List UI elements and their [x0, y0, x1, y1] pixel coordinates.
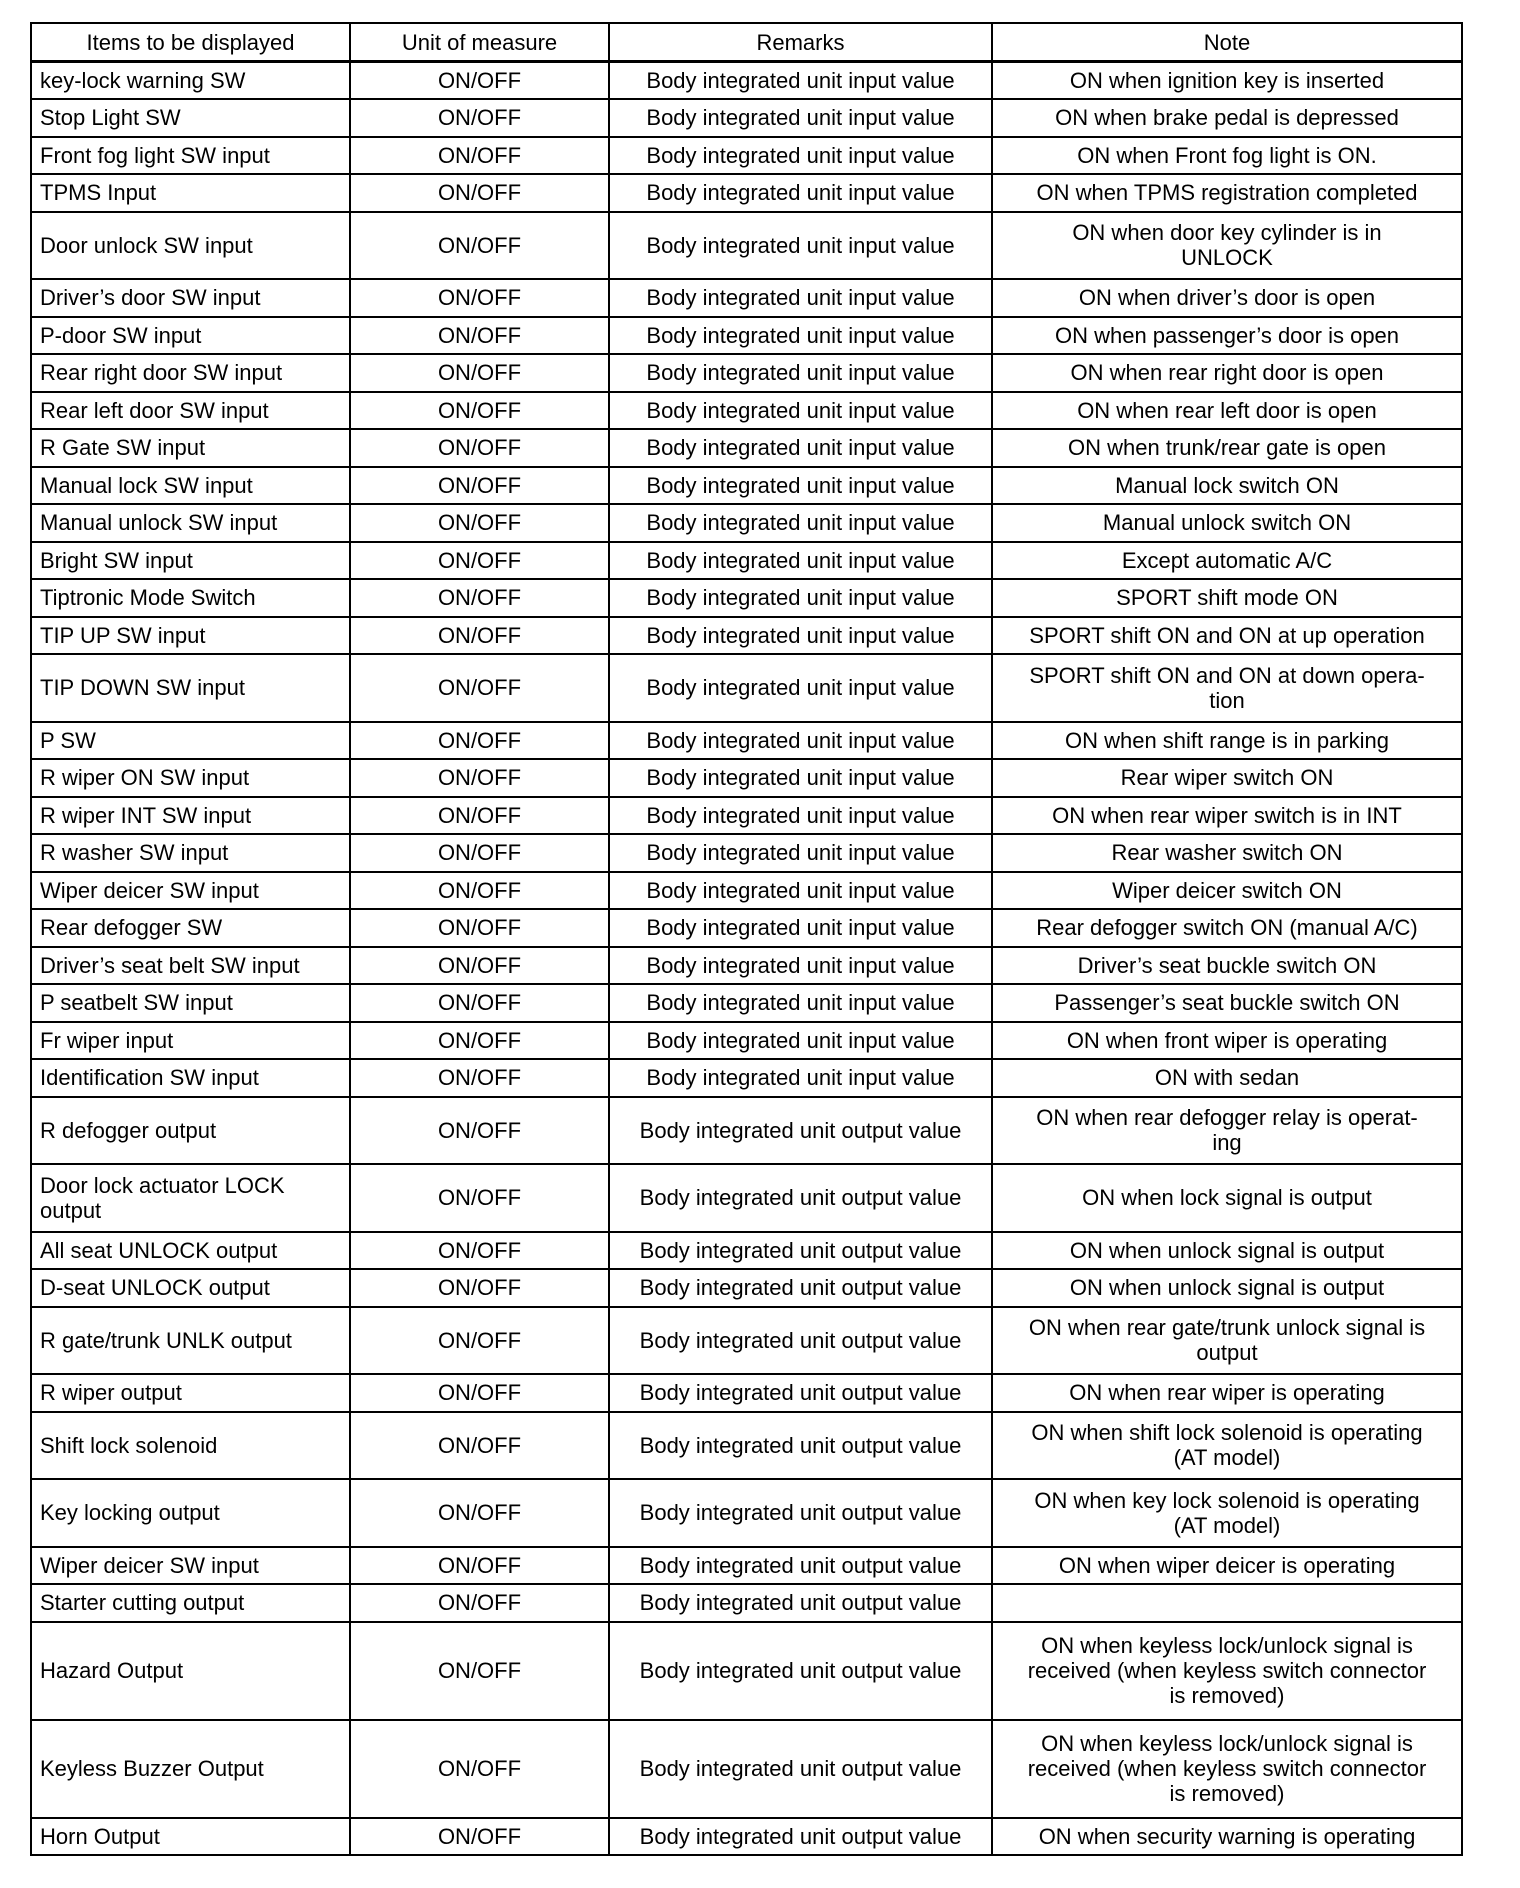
- remarks-cell: Body integrated unit input value: [609, 212, 992, 280]
- table-row: [31, 62, 1462, 100]
- remarks-cell: Body integrated unit output value: [609, 1818, 992, 1856]
- unit-cell: ON/OFF: [350, 1232, 609, 1270]
- remarks-cell: Body integrated unit output value: [609, 1547, 992, 1585]
- unit-cell: ON/OFF: [350, 1269, 609, 1307]
- item-cell: Manual unlock SW input: [31, 504, 350, 542]
- note-cell: Passenger’s seat buckle switch ON: [992, 984, 1462, 1022]
- item-cell: Tiptronic Mode Switch: [31, 579, 350, 617]
- header-remarks: Remarks: [609, 23, 992, 62]
- note-cell: ON when keyless lock/unlock signal is received (when keyless switch connector is removed): [992, 1622, 1462, 1720]
- remarks-cell: Body integrated unit output value: [609, 1164, 992, 1232]
- note-cell: ON when driver’s door is open: [992, 279, 1462, 317]
- item-cell: Bright SW input: [31, 542, 350, 580]
- item-cell: Rear defogger SW: [31, 909, 350, 947]
- remarks-cell: Body integrated unit input value: [609, 654, 992, 722]
- table-row: [31, 467, 1462, 505]
- table-row: [31, 834, 1462, 872]
- item-cell: Manual lock SW input: [31, 467, 350, 505]
- table-row: [31, 504, 1462, 542]
- item-cell: Rear right door SW input: [31, 354, 350, 392]
- note-cell: ON when ignition key is inserted: [992, 62, 1462, 100]
- item-cell: R wiper ON SW input: [31, 759, 350, 797]
- table-row: [31, 1584, 1462, 1622]
- note-cell: [992, 1584, 1462, 1622]
- note-cell: Driver’s seat buckle switch ON: [992, 947, 1462, 985]
- unit-cell: ON/OFF: [350, 1374, 609, 1412]
- remarks-cell: Body integrated unit input value: [609, 542, 992, 580]
- unit-cell: ON/OFF: [350, 354, 609, 392]
- unit-cell: ON/OFF: [350, 279, 609, 317]
- note-cell: Wiper deicer switch ON: [992, 872, 1462, 910]
- item-cell: P SW: [31, 722, 350, 760]
- unit-cell: ON/OFF: [350, 984, 609, 1022]
- note-cell: Rear defogger switch ON (manual A/C): [992, 909, 1462, 947]
- unit-cell: ON/OFF: [350, 317, 609, 355]
- note-cell: ON when rear defogger relay is operat- ing: [992, 1097, 1462, 1165]
- note-cell: ON when rear left door is open: [992, 392, 1462, 430]
- table-row: [31, 1412, 1462, 1480]
- header-row: [31, 23, 1462, 62]
- item-cell: Starter cutting output: [31, 1584, 350, 1622]
- item-cell: Wiper deicer SW input: [31, 872, 350, 910]
- remarks-cell: Body integrated unit input value: [609, 834, 992, 872]
- unit-cell: ON/OFF: [350, 872, 609, 910]
- note-cell: ON when shift range is in parking: [992, 722, 1462, 760]
- unit-cell: ON/OFF: [350, 174, 609, 212]
- header-items: Items to be displayed: [31, 23, 350, 62]
- table-row: [31, 947, 1462, 985]
- unit-cell: ON/OFF: [350, 504, 609, 542]
- remarks-cell: Body integrated unit input value: [609, 99, 992, 137]
- item-cell: R wiper INT SW input: [31, 797, 350, 835]
- note-cell: ON when brake pedal is depressed: [992, 99, 1462, 137]
- table-row: [31, 542, 1462, 580]
- table-row: [31, 1374, 1462, 1412]
- unit-cell: ON/OFF: [350, 1164, 609, 1232]
- data-monitor-table: [30, 22, 1463, 1856]
- remarks-cell: Body integrated unit input value: [609, 617, 992, 655]
- unit-cell: ON/OFF: [350, 834, 609, 872]
- note-cell: ON when door key cylinder is in UNLOCK: [992, 212, 1462, 280]
- item-cell: Door lock actuator LOCK output: [31, 1164, 350, 1232]
- note-cell: SPORT shift mode ON: [992, 579, 1462, 617]
- item-cell: TIP DOWN SW input: [31, 654, 350, 722]
- table-row: [31, 1232, 1462, 1270]
- unit-cell: ON/OFF: [350, 392, 609, 430]
- table-row: [31, 1720, 1462, 1818]
- unit-cell: ON/OFF: [350, 722, 609, 760]
- unit-cell: ON/OFF: [350, 542, 609, 580]
- table-row: [31, 759, 1462, 797]
- remarks-cell: Body integrated unit input value: [609, 392, 992, 430]
- remarks-cell: Body integrated unit input value: [609, 354, 992, 392]
- remarks-cell: Body integrated unit input value: [609, 909, 992, 947]
- remarks-cell: Body integrated unit input value: [609, 429, 992, 467]
- table-row: [31, 1059, 1462, 1097]
- table-row: [31, 872, 1462, 910]
- remarks-cell: Body integrated unit input value: [609, 579, 992, 617]
- item-cell: Stop Light SW: [31, 99, 350, 137]
- note-cell: SPORT shift ON and ON at up operation: [992, 617, 1462, 655]
- unit-cell: ON/OFF: [350, 797, 609, 835]
- table-row: [31, 429, 1462, 467]
- note-cell: ON when security warning is operating: [992, 1818, 1462, 1856]
- item-cell: R wiper output: [31, 1374, 350, 1412]
- table-row: [31, 617, 1462, 655]
- unit-cell: ON/OFF: [350, 1479, 609, 1547]
- item-cell: Horn Output: [31, 1818, 350, 1856]
- remarks-cell: Body integrated unit input value: [609, 137, 992, 175]
- note-cell: Manual unlock switch ON: [992, 504, 1462, 542]
- table-row: [31, 984, 1462, 1022]
- unit-cell: ON/OFF: [350, 654, 609, 722]
- table-row: [31, 1479, 1462, 1547]
- note-cell: ON when rear gate/trunk unlock signal is output: [992, 1307, 1462, 1375]
- note-cell: ON when TPMS registration completed: [992, 174, 1462, 212]
- unit-cell: ON/OFF: [350, 1622, 609, 1720]
- unit-cell: ON/OFF: [350, 1059, 609, 1097]
- table-row: [31, 909, 1462, 947]
- remarks-cell: Body integrated unit input value: [609, 722, 992, 760]
- unit-cell: ON/OFF: [350, 759, 609, 797]
- note-cell: ON when unlock signal is output: [992, 1269, 1462, 1307]
- table-row: [31, 354, 1462, 392]
- table-row: [31, 1269, 1462, 1307]
- item-cell: R Gate SW input: [31, 429, 350, 467]
- remarks-cell: Body integrated unit input value: [609, 1022, 992, 1060]
- remarks-cell: Body integrated unit output value: [609, 1232, 992, 1270]
- unit-cell: ON/OFF: [350, 62, 609, 100]
- header-unit: Unit of measure: [350, 23, 609, 62]
- note-cell: ON when shift lock solenoid is operating (AT model): [992, 1412, 1462, 1480]
- note-cell: ON when passenger’s door is open: [992, 317, 1462, 355]
- item-cell: R defogger output: [31, 1097, 350, 1165]
- note-cell: ON when rear wiper is operating: [992, 1374, 1462, 1412]
- table-row: [31, 174, 1462, 212]
- remarks-cell: Body integrated unit output value: [609, 1307, 992, 1375]
- remarks-cell: Body integrated unit input value: [609, 279, 992, 317]
- item-cell: Rear left door SW input: [31, 392, 350, 430]
- remarks-cell: Body integrated unit input value: [609, 984, 992, 1022]
- item-cell: Key locking output: [31, 1479, 350, 1547]
- note-cell: ON when Front fog light is ON.: [992, 137, 1462, 175]
- table-row: [31, 1307, 1462, 1375]
- table-row: [31, 212, 1462, 280]
- table-row: [31, 1164, 1462, 1232]
- item-cell: Wiper deicer SW input: [31, 1547, 350, 1585]
- item-cell: Fr wiper input: [31, 1022, 350, 1060]
- table-row: [31, 579, 1462, 617]
- remarks-cell: Body integrated unit input value: [609, 467, 992, 505]
- remarks-cell: Body integrated unit input value: [609, 759, 992, 797]
- table-row: [31, 137, 1462, 175]
- note-cell: ON with sedan: [992, 1059, 1462, 1097]
- item-cell: Identification SW input: [31, 1059, 350, 1097]
- table-row: [31, 279, 1462, 317]
- table-body: [31, 62, 1462, 1856]
- note-cell: ON when trunk/rear gate is open: [992, 429, 1462, 467]
- remarks-cell: Body integrated unit output value: [609, 1479, 992, 1547]
- remarks-cell: Body integrated unit output value: [609, 1269, 992, 1307]
- unit-cell: ON/OFF: [350, 212, 609, 280]
- table-row: [31, 1022, 1462, 1060]
- item-cell: D-seat UNLOCK output: [31, 1269, 350, 1307]
- unit-cell: ON/OFF: [350, 1584, 609, 1622]
- remarks-cell: Body integrated unit output value: [609, 1412, 992, 1480]
- unit-cell: ON/OFF: [350, 1097, 609, 1165]
- unit-cell: ON/OFF: [350, 579, 609, 617]
- remarks-cell: Body integrated unit input value: [609, 947, 992, 985]
- remarks-cell: Body integrated unit input value: [609, 1059, 992, 1097]
- remarks-cell: Body integrated unit input value: [609, 174, 992, 212]
- note-cell: ON when lock signal is output: [992, 1164, 1462, 1232]
- table-row: [31, 1097, 1462, 1165]
- unit-cell: ON/OFF: [350, 909, 609, 947]
- item-cell: R gate/trunk UNLK output: [31, 1307, 350, 1375]
- item-cell: Shift lock solenoid: [31, 1412, 350, 1480]
- unit-cell: ON/OFF: [350, 617, 609, 655]
- note-cell: ON when unlock signal is output: [992, 1232, 1462, 1270]
- unit-cell: ON/OFF: [350, 1818, 609, 1856]
- item-cell: All seat UNLOCK output: [31, 1232, 350, 1270]
- table-row: [31, 1622, 1462, 1720]
- item-cell: P-door SW input: [31, 317, 350, 355]
- item-cell: Keyless Buzzer Output: [31, 1720, 350, 1818]
- note-cell: Rear washer switch ON: [992, 834, 1462, 872]
- unit-cell: ON/OFF: [350, 137, 609, 175]
- item-cell: P seatbelt SW input: [31, 984, 350, 1022]
- remarks-cell: Body integrated unit input value: [609, 62, 992, 100]
- note-cell: ON when wiper deicer is operating: [992, 1547, 1462, 1585]
- remarks-cell: Body integrated unit input value: [609, 872, 992, 910]
- note-cell: ON when front wiper is operating: [992, 1022, 1462, 1060]
- table-row: [31, 317, 1462, 355]
- table-row: [31, 1547, 1462, 1585]
- remarks-cell: Body integrated unit input value: [609, 317, 992, 355]
- remarks-cell: Body integrated unit input value: [609, 797, 992, 835]
- note-cell: ON when rear wiper switch is in INT: [992, 797, 1462, 835]
- unit-cell: ON/OFF: [350, 1547, 609, 1585]
- note-cell: Manual lock switch ON: [992, 467, 1462, 505]
- item-cell: TIP UP SW input: [31, 617, 350, 655]
- note-cell: Rear wiper switch ON: [992, 759, 1462, 797]
- unit-cell: ON/OFF: [350, 99, 609, 137]
- table-row: [31, 99, 1462, 137]
- remarks-cell: Body integrated unit output value: [609, 1584, 992, 1622]
- unit-cell: ON/OFF: [350, 467, 609, 505]
- header-note: Note: [992, 23, 1462, 62]
- remarks-cell: Body integrated unit output value: [609, 1622, 992, 1720]
- remarks-cell: Body integrated unit output value: [609, 1374, 992, 1412]
- table-row: [31, 392, 1462, 430]
- item-cell: Door unlock SW input: [31, 212, 350, 280]
- note-cell: SPORT shift ON and ON at down opera- tion: [992, 654, 1462, 722]
- table-row: [31, 654, 1462, 722]
- note-cell: ON when key lock solenoid is operating (AT model): [992, 1479, 1462, 1547]
- unit-cell: ON/OFF: [350, 1720, 609, 1818]
- item-cell: Driver’s seat belt SW input: [31, 947, 350, 985]
- note-cell: ON when keyless lock/unlock signal is received (when keyless switch connector is removed): [992, 1720, 1462, 1818]
- unit-cell: ON/OFF: [350, 1022, 609, 1060]
- item-cell: Hazard Output: [31, 1622, 350, 1720]
- remarks-cell: Body integrated unit output value: [609, 1720, 992, 1818]
- table-row: [31, 1818, 1462, 1856]
- note-cell: Except automatic A/C: [992, 542, 1462, 580]
- item-cell: R washer SW input: [31, 834, 350, 872]
- table-row: [31, 797, 1462, 835]
- unit-cell: ON/OFF: [350, 1412, 609, 1480]
- item-cell: Driver’s door SW input: [31, 279, 350, 317]
- item-cell: TPMS Input: [31, 174, 350, 212]
- unit-cell: ON/OFF: [350, 429, 609, 467]
- note-cell: ON when rear right door is open: [992, 354, 1462, 392]
- item-cell: key-lock warning SW: [31, 62, 350, 100]
- item-cell: Front fog light SW input: [31, 137, 350, 175]
- unit-cell: ON/OFF: [350, 947, 609, 985]
- table-row: [31, 722, 1462, 760]
- remarks-cell: Body integrated unit output value: [609, 1097, 992, 1165]
- unit-cell: ON/OFF: [350, 1307, 609, 1375]
- remarks-cell: Body integrated unit input value: [609, 504, 992, 542]
